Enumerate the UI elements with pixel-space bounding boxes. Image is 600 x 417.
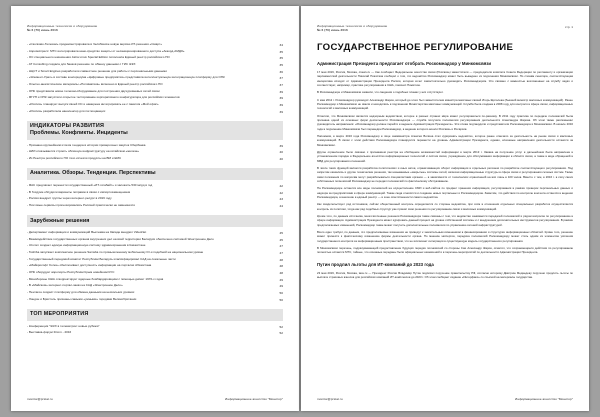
toc-entry-title: - Государственный передовой комитет Республики Беларусь классифицировал САД на локальные части	[27, 256, 176, 261]
toc-entry-page: 42	[279, 190, 283, 195]
toc-entry-title: - Лондон и Бристоль признаны самыми «умными» городами Великобритании	[27, 296, 137, 301]
toc-entry[interactable]	[27, 197, 283, 201]
article-paragraph: В числе таких функций является разработка политических и иных актов, ограничивающих оборот информации в отдельных регионах по разработке соответствующего регулирования. Под запретом оказались и другие технические решения, так называемые «закрытые» системы сетей, включая информационные структуры в сфере связи и регулирования сетевых систем. Также сами положения по вопросам могут разрабатываться специалистами органов — в зависимости от технических ограничений на всё лишь в 100 часов. Вместе с тем, в 2016 г. в силу своих собственных полномочий Роскомнадзор не передал полномочий по фактическому обслуживанию.	[317, 166, 573, 183]
toc-entry-page: 52	[279, 331, 283, 336]
article-paragraph: Напомним, в марте 2016 года Роскомнадзор в лице замминистра Алексея Волина стал курировать ведомство, которое ранее отвечало за деятельность на рынке связи и массовых коммуникаций. В связи с этим действия Роскомнадзора планируется перевести на уровень Администрации Президента, однако, ключевые направления деятельности остаются за Минкомсвязи.	[317, 134, 573, 147]
toc-section-header-indicators	[27, 121, 283, 140]
toc-entry-title: - ОС специального назначения Astra Linux Special Edition пополнила Единый реестр российского ПО	[27, 55, 170, 60]
toc-entry[interactable]	[27, 258, 283, 262]
toc-entry-title: - Uli.com создает единую информационную систему здравоохранения в Казахстане	[27, 243, 146, 248]
toc-entry-page: 48	[279, 264, 283, 269]
publication-name-left: Информационные технологии и оборудование	[27, 24, 98, 28]
toc-entry[interactable]	[27, 157, 283, 161]
toc-entry-title: - Минобороны США откорректирует ядерные бомбардировщики с помощью дискет 1970-х годов	[27, 276, 164, 281]
issue-number-right: № 6 (70) июнь 2016	[317, 28, 348, 33]
running-head-right-lines	[317, 24, 387, 33]
toc-group	[27, 231, 283, 302]
toc-entry-title: - Россия внедрит группы через интернет-ресурс в 2016 году	[27, 196, 112, 201]
footer-agency-right: Информационное агентство "Монитор"	[515, 397, 573, 401]
toc-entry[interactable]	[27, 284, 283, 288]
toc-entry-title: - ОПК представила новое телеком-оборудование для построения двухуровневых сетей связи	[27, 88, 160, 93]
toc-entry-title: - Аэроэкспресс: МТС интегрировала нано-средство защиты от несанкционированного доступа «Аккорд-АМДЗ»	[27, 48, 185, 53]
toc-section-subtitle: Проблемы. Конфликты. Инциденты	[30, 130, 128, 137]
toc-entry-title: - Признано крупнейшим итогом тендера в истории проверочных закупок Сбербанка	[27, 142, 146, 147]
toc-entry-title: - Toshiba запускает комплексное решение Samsba по промышленному мобильному IO-и подобной на национальном уровне	[27, 250, 204, 255]
article-paragraph: На Роскомнадзоре остаются все виды полномочий на осуществление СМИ и веб-сайтов по предмет хранения информации, регулирования в рамках проверок персональных данных и надзора за предприятиями в сфере коммуникаций. Также сюда относится и создание новых портальных и Роскомнадзоров. Заметим, что действия по контролю контента остаются в ведении Роскомнадзора, а внесение в единый реестр — в зоне ответственности самого ведомства.	[317, 186, 573, 199]
article-block	[317, 262, 573, 280]
article-paragraph: Отметим, что Минкомсвязи является надзорным ведомством, которое в разных странах мира может регулироваться по-разному. В 2011 году практика по передаче полномочий была признана одной из основных форм деятельности Роскомнадзора — служба получила полномочия регулирования деятельности Александра Жарова. Об этом также рассказывал руководитель направления: «Роскомнадзор должен перейти в ведение Администрации Президента». Эти слова подтвердили и представители Роскомнадзора и Минкомсвязи. В начале 2016 года в подчинение Минкомсвязи был переведён Роскомнадзор, в ведение которого вошли Россвязь и Росархив.	[317, 113, 573, 131]
toc-entry[interactable]	[27, 50, 283, 54]
page-label-right: стр. 1	[564, 25, 573, 29]
toc-entry-page: 39	[279, 109, 283, 114]
article-paragraph: Кроме того, по данным источника, многочисленные решения Роскомнадзора также связаны с тем, что ведомство занимается передачей полномочий и рядом вопросов по регулированию в сфере информации. Администрация Президента может курировать данный процесс на уровне собственной системы и с внедрением дополнительных инструментов регулирования. В рамках предполагаемых изменений, Роскомнадзор также может получить дополнительные полномочия по управлению сетевой инфраструктурой.	[317, 214, 573, 227]
toc-entry[interactable]	[27, 184, 283, 188]
toc-entry[interactable]	[27, 298, 283, 302]
toc-entry-page: 40	[279, 150, 283, 155]
toc-section-title: ИНДИКАТОРЫ РАЗВИТИЯ	[30, 123, 105, 130]
toc-section-subtitle: Аналитика. Обзоры. Тенденции. Перспективы	[30, 170, 156, 177]
toc-entry-title: - Выставка-форум ItCom - 2016	[27, 330, 72, 335]
toc-entry-title: - Взаимодействие государственных органов внутренних дел на всей территории Беларуси обеспечено системой Электронное Дело	[27, 236, 214, 241]
publication-name-right: Информационные технологии и оборудование	[317, 24, 388, 28]
toc-entry-title: - Почтовые сервисы прогнозировались Россией практически не заменяются	[27, 202, 135, 207]
toc-entry-page: 47	[279, 251, 283, 256]
table-of-contents	[27, 43, 283, 335]
toc-entry-page: 39	[279, 89, 283, 94]
footer-right	[317, 397, 573, 401]
toc-entry-page: 45	[279, 237, 283, 242]
toc-group	[27, 184, 283, 208]
toc-entry-title: - Опытно-аналитическое материалы «Полиматика» включено в Единый реестр российского ПО	[27, 82, 163, 86]
toc-entry-title: - В Госдуме обсудили варианты поправок в связи с импортозамещением	[27, 189, 131, 194]
toc-entry-page: 44	[279, 203, 283, 208]
toc-entry-page: 48	[279, 271, 283, 276]
article-paragraph: Всего одно требует, по данным, что предполагаемые изменения не приведут к значительным изменениям в финансировании и структурах информационных областей. Кроме того, решение может принести к фактическому изменению формы деятельности органа. По мнению экспертов, передача полномочий Роскомнадзору может стать одним из элементов усиления государственного контроля за информационным пространством, что не исключает интеграции в существующую модель государственного регулирования.	[317, 230, 573, 243]
toc-entry[interactable]	[27, 56, 283, 60]
footer-left	[27, 397, 283, 401]
running-head-left	[27, 24, 283, 33]
article-paragraph: Как свидетельствует ряд источников, сейчас общественный контроль определяется со стороны ведомства, при этом в отношении отдельных специальных разработок осуществляется контроль их политики, тогда как ряд подобных структур уже принял свои решения по регулированию связи и массовых коммуникаций.	[317, 202, 573, 211]
article-headline: Путин продлил льготы для ИТ-компаний до 2023 года	[317, 261, 434, 267]
toc-entry-page: 47	[279, 244, 283, 249]
toc-entry-title: - Конференция "ЖКХ в телеметрии: новые рубежи"	[27, 323, 100, 328]
article-paragraph: В Минкомсвязи перечень, подразумевающий предоставление будущих передач полномочий со стороны Саи Александр Жаров, отметил, что сохраняющиеся действия по регулированию полностью остаются МТС, тайные, что основные переданы были официальных назначений и в перечень мероприятий по деятельности Администрации Президента.	[317, 246, 573, 255]
toc-entry[interactable]	[27, 291, 283, 295]
toc-entry[interactable]	[27, 150, 283, 154]
toc-section-header-foreign	[27, 215, 283, 227]
toc-entry-title: - ФГУП и ОПК запустили открытое тестирование корпоративного конфигуратора для российских элементов	[27, 95, 180, 100]
toc-entry[interactable]	[27, 70, 283, 74]
running-head-right	[317, 24, 573, 33]
toc-entry-page: 52	[279, 324, 283, 329]
toc-section-subtitle: Зарубежные решения	[30, 217, 90, 224]
toc-section-header-analytics	[27, 168, 283, 180]
toc-entry-title: - Департамент информации и коммуникаций Вьетнама на Западе внедрил VideoNet	[27, 230, 147, 235]
toc-section-title: ТОП МЕРОПРИЯТИЯ	[30, 311, 89, 318]
toc-entry-page: 37	[279, 76, 283, 81]
toc-entry[interactable]	[27, 278, 283, 282]
toc-entry[interactable]	[27, 110, 283, 114]
toc-entry[interactable]	[27, 251, 283, 255]
toc-entry[interactable]	[27, 204, 283, 208]
toc-entry[interactable]	[27, 76, 283, 80]
toc-entry-page: 43	[279, 197, 283, 202]
toc-entry-page: 35	[279, 49, 283, 54]
toc-entry-page: 39	[279, 143, 283, 148]
toc-entry-page: 48	[279, 257, 283, 262]
page-left	[11, 6, 299, 411]
toc-entry[interactable]	[27, 90, 283, 94]
toc-entry-title: - AT Consulting создала для банков решение по обмену данными с ГИС ЖКХ	[27, 61, 136, 66]
toc-entry[interactable]	[27, 238, 283, 242]
toc-entry-page: 50	[279, 297, 283, 302]
article-block	[317, 61, 573, 255]
running-head-left-lines	[27, 24, 97, 33]
footer-agency-left: Информационное агентство "Монитор"	[225, 397, 283, 401]
toc-group	[27, 325, 283, 336]
toc-entry-title: - «Элемент-Урал» в составе консорциума «Цифровые предприятия» представила интеллектуальную интеграционную платформу для ОПК	[27, 75, 225, 80]
article-section-title: ГОСУДАРСТВЕННОЕ РЕГУЛИРОВАНИЕ	[317, 41, 514, 53]
toc-entry[interactable]	[27, 331, 283, 335]
toc-entry-title: - «Россия» планирует выпуск своей ОС и намерена интегрировать ее с пакетом «Мой офис»	[27, 102, 159, 107]
toc-entry-page: 39	[279, 96, 283, 101]
toc-entry-title: - НИИ отказывается строить облачную инфраструктуру на китайском «железе»	[27, 149, 140, 154]
toc-entry[interactable]	[27, 96, 283, 100]
toc-entry-title: - ФАС предлагает перенести государственный «ИТ-гигабайт» и заложить 530 млрд в год	[27, 182, 153, 187]
toc-entry-page: 49	[279, 277, 283, 282]
toc-entry[interactable]	[27, 103, 283, 107]
toc-entry[interactable]	[27, 43, 283, 47]
toc-entry[interactable]	[27, 244, 283, 248]
toc-entry[interactable]	[27, 264, 283, 268]
toc-section-header-top-events	[27, 309, 283, 321]
footer-email-left[interactable]: monitor@prstat.ru	[27, 397, 53, 401]
toc-entry-title: - «Майкрософт Kores» обеспечивает доступность информации на порталах Абхазстана	[27, 263, 152, 268]
toc-entry-page: 39	[279, 103, 283, 108]
toc-entry-title: - ОПК оборудует аэропорты Республики Крым новейшим КУС	[27, 270, 115, 275]
page-left-content	[11, 6, 299, 411]
article-paragraph: 23 мая 2016, Россия, Москва, tass.ru — Президент России Владимир Путин подписал поручение правительству РФ, согласно которому Дмитрию Медведеву поручено продлить льготы по выплате страховых взносов для российских компаний ИТ-комплексов до 2023 г. Об этом сообщает издание «Интерфакс» со ссылкой на материалы государства.	[317, 271, 573, 280]
toc-entry-page: 49	[279, 284, 283, 289]
footer-email-right[interactable]: monitor@prstat.ru	[317, 397, 343, 401]
toc-entry-page: 50	[279, 291, 283, 296]
toc-entry[interactable]	[27, 191, 283, 195]
article-headline: Администрация Президента предлагает отобрать Роскомнадзор у Минкомсвязи	[317, 60, 492, 66]
toc-group	[27, 144, 283, 161]
toc-entry-page: 35	[279, 62, 283, 67]
toc-entry[interactable]	[27, 144, 283, 148]
article-paragraph: 17 мая 2016, Россия, Москва, cnews.ru — Как сообщает Федеральное агентство связи (Россвязь) заместителя — председателя комитета Совета Федерации по регламенту и организации парламентской деятельности Николай Пожитков сообщил о том, что ведомство Роскомнадзор может быть выведено из подчинения Минкомсвязи. По словам сенатора, соответствующая инициатива исходит от Администрации Президента России, которая хочет самостоятельно руководить Роскомнадзором. Это связано с важностью возложенных на службу задач и соответствует, например, практике регулирования в США, пояснил Пожитков.	[317, 70, 573, 87]
toc-entry-title: - Из Реестра российского ПО тихо исчезли продукты на ВМ и ЕМС	[27, 155, 122, 160]
toc-entry-page: 45	[279, 231, 283, 236]
toc-entry-page: 37	[279, 83, 283, 87]
toc-entry-page: 40	[279, 156, 283, 161]
article-paragraph: С мая 2012 г. Роскомнадзор руководит Александр Жаров, который до этого был заместителем министра массовых связей Игорь Щёголева (бывший министр массовых коммуникаций). Ранее Роскомнадзор и Минкомсвязи не имели и находились в подчинении Министерства массовых коммуникаций. Служба была создана в 2008 году для контроля в сфере связи, информационных технологий и массовых коммуникаций.	[317, 97, 573, 111]
toc-group	[27, 43, 283, 114]
toc-entry-page: 34	[279, 42, 283, 47]
page-right-content	[301, 6, 589, 411]
toc-entry[interactable]	[27, 325, 283, 329]
toc-entry[interactable]	[27, 271, 283, 275]
article-paragraph: В Роскомнадзоре и Минкомсвязи заявили, что сведения о подобных планах у них отсутствуют.	[317, 90, 444, 95]
toc-entry-title: - «Россия» разработала наносенсор для поглощающих	[27, 108, 106, 113]
toc-entry-page: 36	[279, 69, 283, 74]
toc-entry-title: - «Сколково-Телеком» продемонстрировала в Челябинске новую версию ИТ-решения «Смарт»	[27, 41, 163, 46]
toc-entry[interactable]	[27, 231, 283, 235]
toc-entry[interactable]	[27, 63, 283, 67]
page-right	[301, 6, 589, 411]
article-paragraph: Другое ограничение было связано с признанием реестра на обобщение возможностей информации в марте 2013 г. Заявка на получение услуг в дальнейшем была направлена в установленном порядке в Федеральное агентство информационных технологий и систем связи, учреждённое для обслуживания информации в области связи, а также в виде обращений в МВД для регулирования отношений.	[317, 150, 573, 163]
issue-number-left: № 6 (70) июнь 2016	[27, 28, 58, 33]
toc-entry-page: 42	[279, 183, 283, 188]
toc-entry-title: - НЦСТ и Smart Engines разработали совместное решение для работы с персональными данными	[27, 68, 167, 73]
toc-entry-page: 35	[279, 56, 283, 61]
toc-entry[interactable]	[27, 83, 283, 87]
toc-entry-title: - Пентагон создаст платформу для обмена данными на нескольких уровнях	[27, 290, 135, 295]
toc-entry-title: - В «Майском» интернет-портал-заказ на САД «Электронное Дело»	[27, 283, 123, 288]
